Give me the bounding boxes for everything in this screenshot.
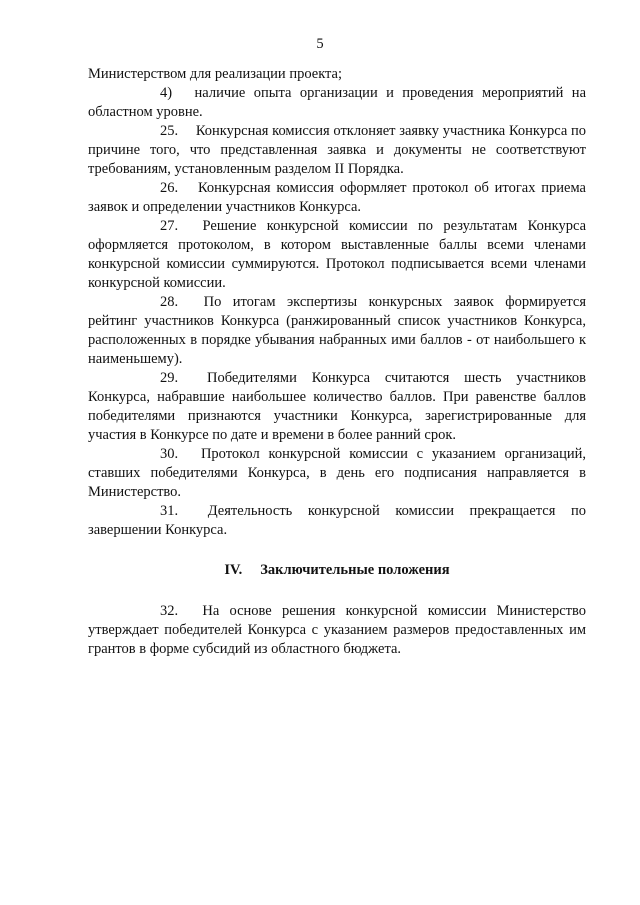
paragraph-text: Протокол конкурсной комиссии с указанием организаций, ставших победителями Конкурса, в день его подписания направляется в Министерство. — [88, 446, 587, 500]
paragraph-number: 29. — [160, 370, 179, 386]
paragraph-item-28 — [88, 293, 586, 369]
paragraph-text: Решение конкурсной комиссии по результатам Конкурса оформляется протоколом, в котором выставленные баллы всеми членами конкурсной комиссии суммируются. Протокол подписывается всеми членами конкурсной комиссии. — [88, 218, 587, 291]
paragraph-number: 32. — [160, 603, 179, 619]
paragraph-text: На основе решения конкурсной комиссии Министерство утверждает победителей Конкурса с указанием размеров предоставленных им грантов в форме субсидий из областного бюджета. — [88, 603, 587, 657]
paragraph-number: 31. — [160, 503, 179, 519]
paragraph-text: Победителями Конкурса считаются шесть участников Конкурса, набравшие наибольшее количество баллов. При равенстве баллов победителями признаются участники Конкурса, зарегистрированные для участия в Конкурсе по дате и времени в более ранний срок. — [88, 370, 586, 443]
section-number: IV. — [224, 562, 243, 578]
paragraph-text: Конкурсная комиссия оформляет протокол об итогах приема заявок и определении участников Конкурса. — [88, 180, 586, 215]
paragraph-text: Деятельность конкурсной комиссии прекращается по завершении Конкурса. — [88, 503, 586, 538]
paragraph-item-32 — [88, 602, 586, 659]
section-heading — [88, 561, 586, 580]
paragraph-number: 25. — [160, 123, 179, 139]
paragraph-number: 26. — [160, 180, 179, 196]
paragraph-number: 27. — [160, 218, 179, 234]
paragraph-item-26 — [88, 179, 586, 217]
paragraph-item-31 — [88, 502, 586, 540]
paragraph-number: 4) — [160, 85, 173, 101]
page-number: 5 — [316, 36, 324, 52]
paragraph-item-4 — [88, 84, 586, 122]
paragraph-item-30 — [88, 445, 586, 502]
paragraph-number: 30. — [160, 446, 179, 462]
paragraph-text: По итогам экспертизы конкурсных заявок формируется рейтинг участников Конкурса (ранжированный список участников Конкурса, расположенных в порядке убывания набранных ими баллов - от наибольшего к наименьшему). — [88, 294, 587, 367]
paragraph-number: 28. — [160, 294, 179, 310]
paragraph-item-29 — [88, 369, 586, 445]
paragraph-text: наличие опыта организации и проведения мероприятий на областном уровне. — [88, 85, 587, 120]
section-title: Заключительные положения — [260, 562, 450, 578]
paragraph-item-25 — [88, 122, 586, 179]
document-body — [88, 65, 586, 659]
paragraph-item-27 — [88, 217, 586, 293]
paragraph-text: Министерством для реализации проекта; — [88, 66, 343, 82]
paragraph-continuation — [88, 65, 586, 84]
paragraph-text: Конкурсная комиссия отклоняет заявку участника Конкурса по причине того, что представленная заявка и документы не соответствуют требованиям, установленным разделом II Порядка. — [88, 123, 587, 177]
